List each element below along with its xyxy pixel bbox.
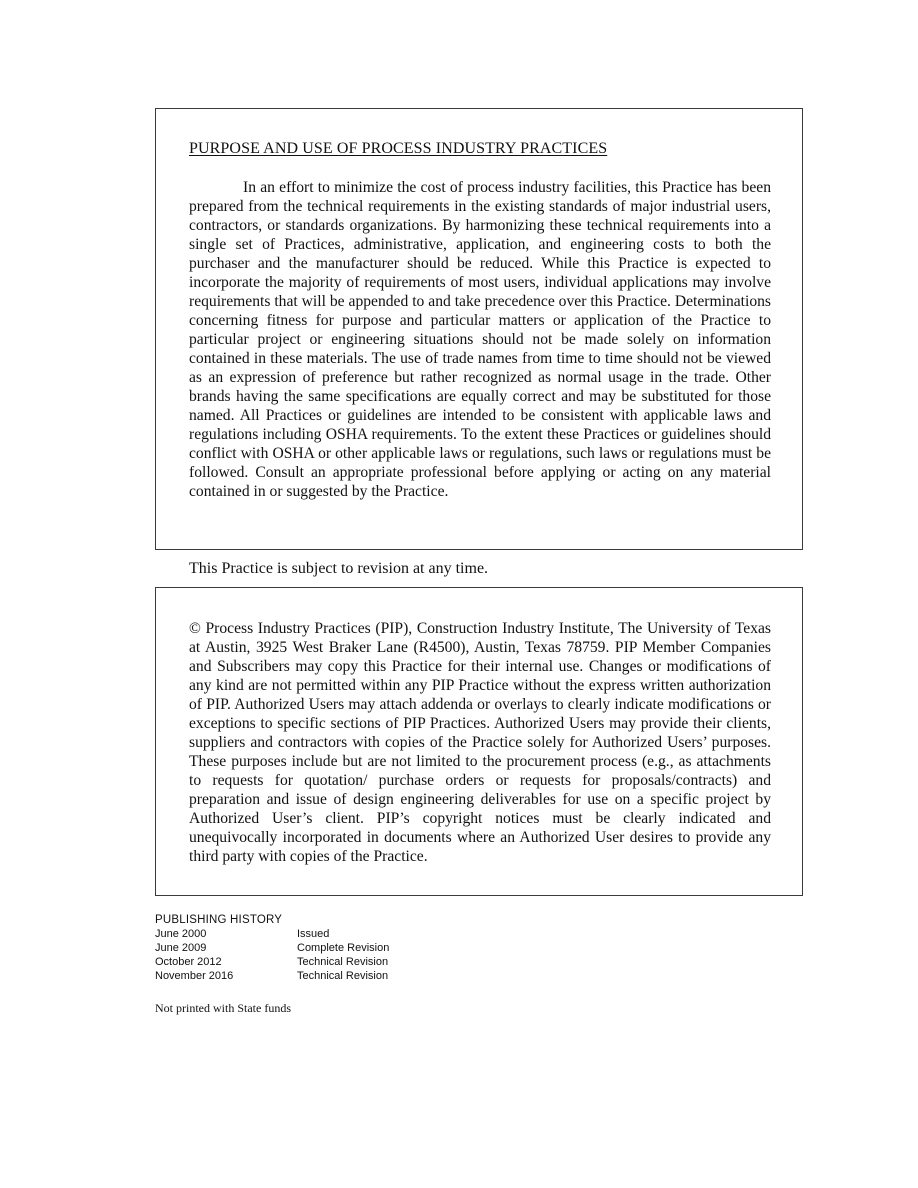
- history-row: [155, 955, 389, 969]
- history-date: June 2009: [155, 942, 207, 954]
- history-status: Technical Revision: [297, 956, 389, 968]
- history-status: Complete Revision: [297, 942, 390, 954]
- purpose-box: [155, 108, 803, 550]
- purpose-heading: PURPOSE AND USE OF PROCESS INDUSTRY PRACTICES: [189, 140, 608, 157]
- revision-note: This Practice is subject to revision at any time.: [189, 560, 489, 577]
- history-date: June 2000: [155, 928, 207, 940]
- history-row: [155, 969, 389, 983]
- publishing-history-title: PUBLISHING HISTORY: [155, 914, 283, 926]
- history-row: [155, 927, 389, 941]
- history-row: [155, 941, 389, 955]
- purpose-paragraph: In an effort to minimize the cost of process industry facilities, this Practice has been prepared from the technical requirements in the existing standards of major industrial users, contractors, or standards organizations. By harmonizing these technical requirements into a single set of Practices, administrative, application, and engineering costs to both the purchaser and the manufacturer should be reduced. While this Practice is expected to incorporate the majority of requirements of most users, individual applications may involve requirements that will be appended to and take precedence over this Practice. Determinations concerning fitness for purpose and particular matters or application of the Practice to particular project or engineering situations should not be made solely on information contained in these materials. The use of trade names from time to time should not be viewed as an expression of preference but rather recognized as normal usage in the trade. Other brands having the same specifications are equally correct and may be substituted for those named. All Practices or guidelines are intended to be consistent with applicable laws and regulations including OSHA requirements. To the extent these Practices or guidelines should conflict with OSHA or other applicable laws or regulations, such laws or regulations must be followed. Consult an appropriate professional before applying or acting on any material contained in or suggested by the Practice.: [189, 179, 771, 500]
- history-status: Technical Revision: [297, 970, 389, 982]
- copyright-paragraph: © Process Industry Practices (PIP), Construction Industry Institute, The University of Texas at Austin, 3925 West Braker Lane (R4500), Austin, Texas 78759. PIP Member Companies and Subscribers may copy this Practice for their internal use. Changes or modifications of any kind are not permitted within any PIP Practice without the express written authorization of PIP. Authorized Users may attach addenda or overlays to clearly indicate modifications or exceptions to specific sections of PIP Practices. Authorized Users may provide their clients, suppliers and contractors with copies of the Practice solely for Authorized Users’ purposes. These purposes include but are not limited to the procurement process (e.g., as attachments to requests for quotation/ purchase orders or requests for proposals/contracts) and preparation and issue of design engineering deliverables for use on a specific project by Authorized User’s client. PIP’s copyright notices must be clearly indicated and unequivocally incorporated in documents where an Authorized User desires to provide any third party with copies of the Practice.: [189, 620, 771, 865]
- copyright-box: [155, 587, 803, 896]
- history-date: November 2016: [155, 970, 234, 982]
- publishing-history: [155, 913, 389, 983]
- history-date: October 2012: [155, 956, 222, 968]
- footer-note: Not printed with State funds: [155, 1001, 291, 1015]
- history-status: Issued: [297, 928, 330, 940]
